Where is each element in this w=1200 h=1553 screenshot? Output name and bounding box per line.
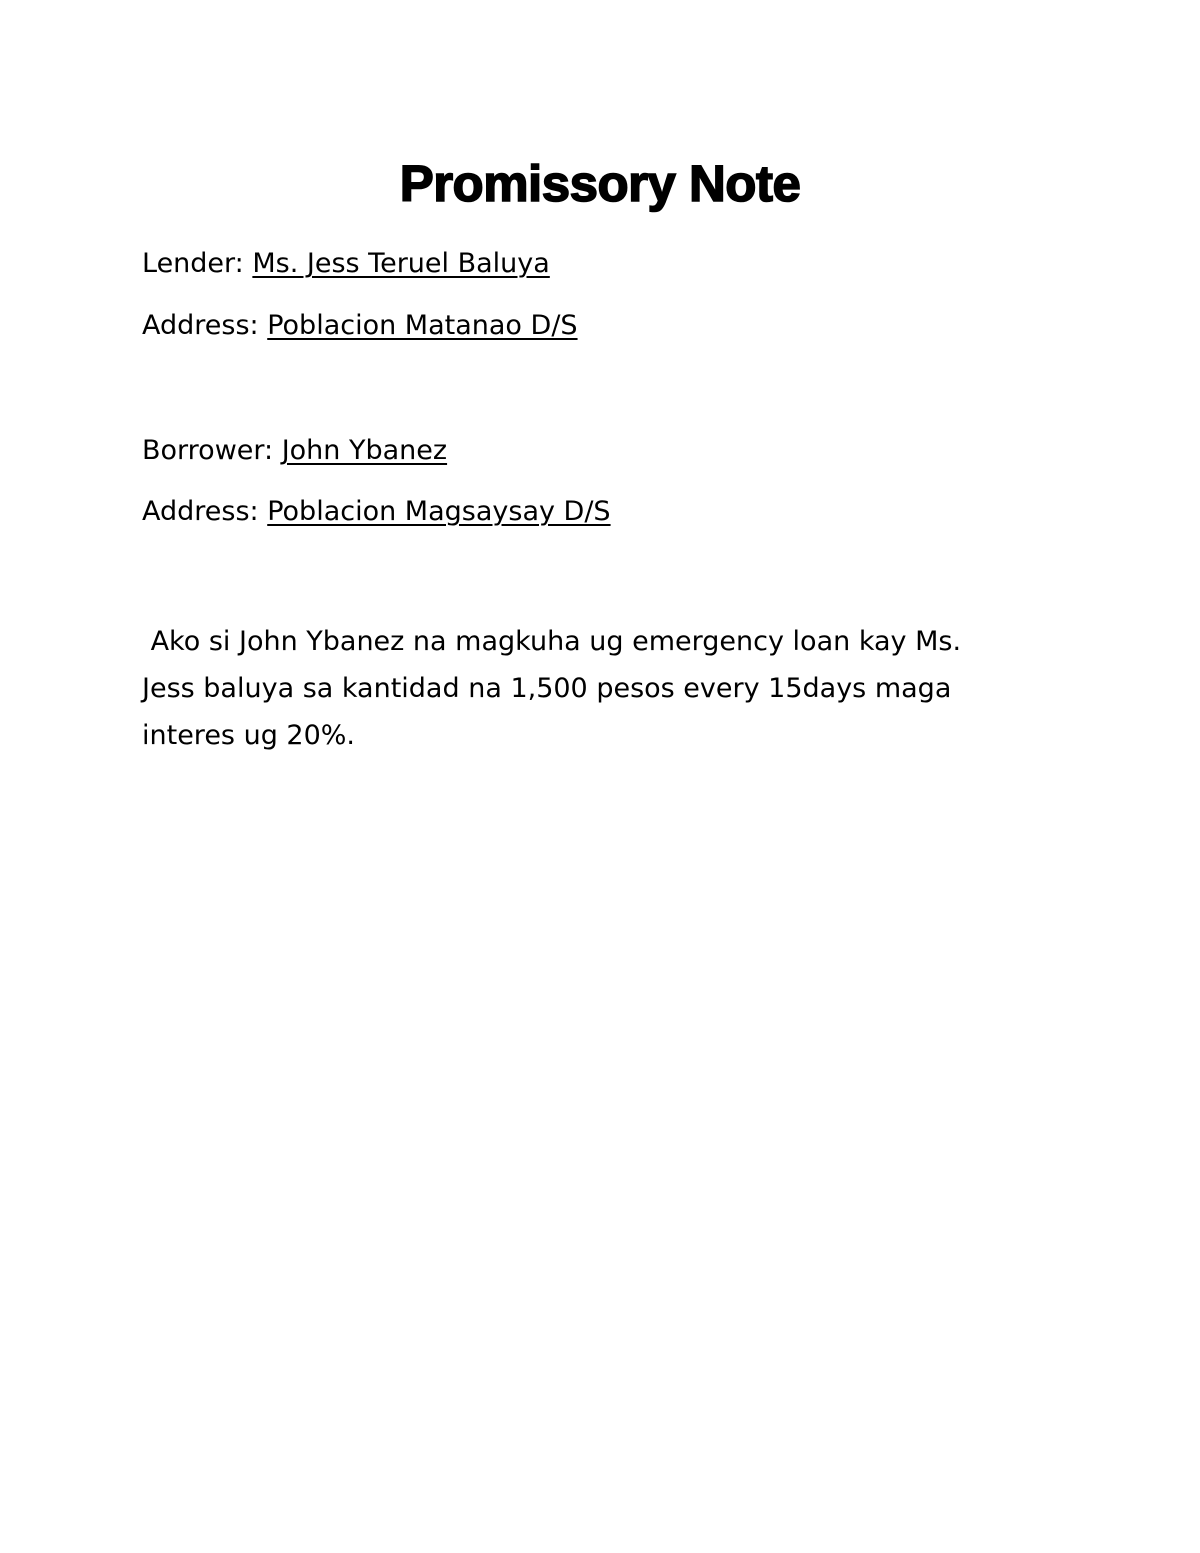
lender-address-line [142,308,578,344]
agreement-line-3: interes ug 20%. [142,720,356,751]
lender-label: Lender: [142,248,253,279]
lender-address-label: Address: [142,310,268,341]
agreement-paragraph [142,618,1022,759]
lender-line [142,246,550,282]
borrower-label: Borrower: [142,435,282,466]
borrower-address: Poblacion Magsaysay D/S [267,496,611,527]
borrower-address-line [142,494,611,530]
agreement-line-2: Jess baluya sa kantidad na 1,500 pesos every 15days maga [142,673,952,704]
borrower-line [142,433,447,469]
borrower-address-label: Address: [142,496,268,527]
document-title: Promissory Note [399,155,801,212]
lender-name: Ms. Jess Teruel Baluya [252,248,550,279]
borrower-name: John Ybanez [281,435,448,466]
lender-address: Poblacion Matanao D/S [267,310,578,341]
agreement-line-1: Ako si John Ybanez na magkuha ug emergency loan kay Ms. [142,626,962,657]
